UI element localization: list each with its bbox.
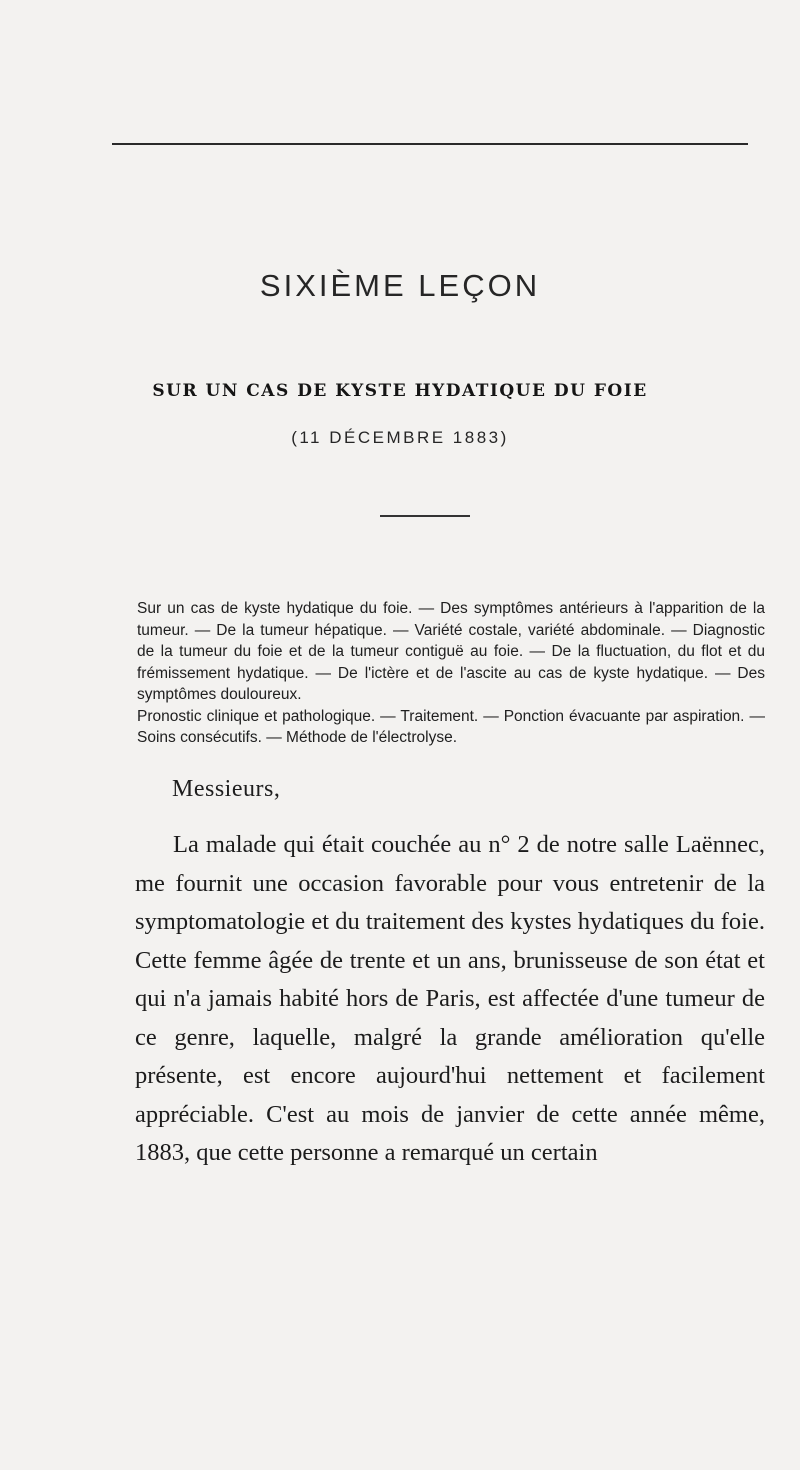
chapter-summary (137, 598, 765, 749)
salutation: Messieurs, (172, 776, 281, 802)
lecon-date: (11 DÉCEMBRE 1883) (291, 428, 509, 447)
top-rule (112, 143, 748, 145)
lecon-title: SIXIÈME LEÇON (259, 268, 541, 303)
summary-paragraph: Sur un cas de kyste hydatique du foie. — Des symptômes antérieurs à l'apparition de la tumeur. — De la tumeur hépatique. — Variété costale, variété abdominale. — Diagnostic de la tumeur du foie et de la tumeur contiguë au foie. — De la fluctuation, du flot et du frémissement hydatique. — De l'ictère et de l'ascite au cas de kyste hydatique. — Des symptômes douloureux. (137, 600, 765, 703)
body-text (135, 826, 765, 1173)
body-paragraph: La malade qui était couchée au n° 2 de notre salle Laënnec, me fournit une occasion favorable pour vous entretenir de la symptomatologie et du traitement des kystes hydatiques du foie. Cette femme âgée de trente et un ans, brunisseuse de son état et qui n'a jamais habité hors de Paris, est affectée d'une tumeur de ce genre, laquelle, malgré la grande amélioration qu'elle présente, est encore aujourd'hui nettement et facilement appréciable. C'est au mois de janvier de cette année même, 1883, que cette personne a remarqué un certain (135, 831, 765, 1166)
subject-title: SUR UN CAS DE KYSTE HYDATIQUE DU FOIE (152, 381, 648, 401)
section-divider (380, 515, 470, 517)
summary-paragraph: Pronostic clinique et pathologique. — Traitement. — Ponction évacuante par aspiration. — Soins consécutifs. — Méthode de l'électrolyse. (137, 707, 765, 746)
